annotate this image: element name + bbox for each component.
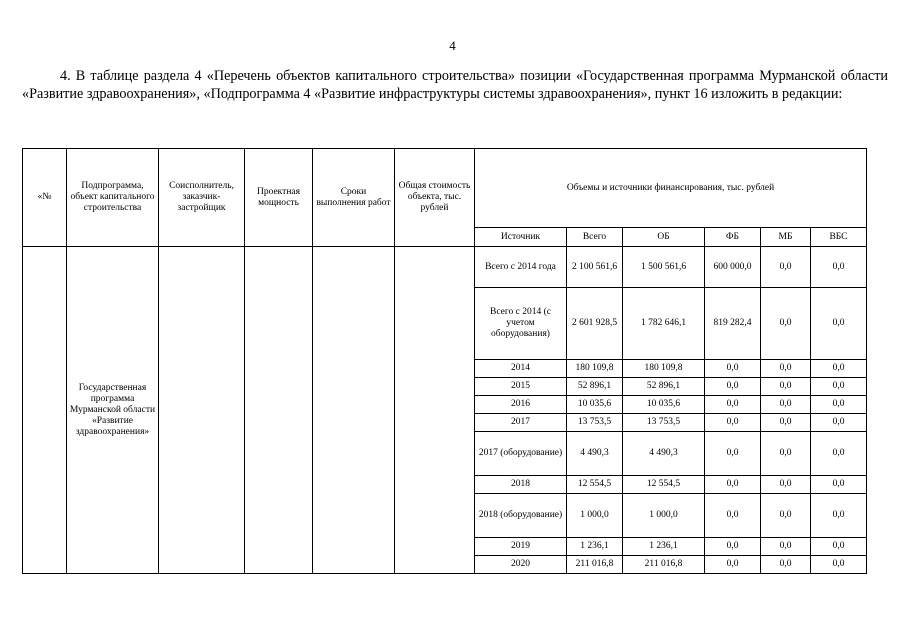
header-terms: Сроки выполнения работ bbox=[313, 149, 395, 247]
cell-vbs: 0,0 bbox=[811, 288, 867, 360]
cell-fb: 0,0 bbox=[705, 360, 761, 378]
amendment-paragraph: 4. В таблице раздела 4 «Перечень объектов капитального строительства» позиции «Государственная программа Мурманской области «Развитие здравоохранения», «Подпрограмма 4 «Развитие инфраструктуры системы здравоохранения», пункт 16 изложить в редакции: bbox=[22, 68, 888, 102]
cell-vbs: 0,0 bbox=[811, 476, 867, 494]
cell-fb: 0,0 bbox=[705, 378, 761, 396]
cell-ob: 4 490,3 bbox=[623, 432, 705, 476]
table-header-row bbox=[23, 149, 867, 228]
cell-fb: 600 000,0 bbox=[705, 247, 761, 288]
cell-mb: 0,0 bbox=[761, 432, 811, 476]
cell-mb: 0,0 bbox=[761, 396, 811, 414]
cell-vbs: 0,0 bbox=[811, 432, 867, 476]
table-body bbox=[23, 247, 867, 574]
cell-fb: 0,0 bbox=[705, 476, 761, 494]
cell-mb: 0,0 bbox=[761, 360, 811, 378]
cell-ob: 211 016,8 bbox=[623, 556, 705, 574]
cell-mb: 0,0 bbox=[761, 538, 811, 556]
cell-ob: 12 554,5 bbox=[623, 476, 705, 494]
header-subprogram: Подпрограмма, объект капитального строительства bbox=[67, 149, 159, 247]
cell-terms bbox=[313, 247, 395, 574]
cell-mb: 0,0 bbox=[761, 378, 811, 396]
subheader-fb: ФБ bbox=[705, 228, 761, 247]
page-number: 4 bbox=[449, 38, 456, 53]
cell-source: 2018 bbox=[475, 476, 567, 494]
cell-source: 2017 bbox=[475, 414, 567, 432]
cell-vbs: 0,0 bbox=[811, 247, 867, 288]
cell-vbs: 0,0 bbox=[811, 538, 867, 556]
cell-total: 2 100 561,6 bbox=[567, 247, 623, 288]
cell-program-name: Государственная программа Мурманской области «Развитие здравоохранения» bbox=[67, 247, 159, 574]
cell-source: 2015 bbox=[475, 378, 567, 396]
cell-mb: 0,0 bbox=[761, 414, 811, 432]
cell-vbs: 0,0 bbox=[811, 360, 867, 378]
cell-ob: 1 500 561,6 bbox=[623, 247, 705, 288]
cell-num bbox=[23, 247, 67, 574]
cell-source: 2016 bbox=[475, 396, 567, 414]
cell-vbs: 0,0 bbox=[811, 556, 867, 574]
cell-total: 10 035,6 bbox=[567, 396, 623, 414]
cell-mb: 0,0 bbox=[761, 494, 811, 538]
cell-source: 2020 bbox=[475, 556, 567, 574]
subheader-total: Всего bbox=[567, 228, 623, 247]
cell-source: 2014 bbox=[475, 360, 567, 378]
subheader-vbs: ВБС bbox=[811, 228, 867, 247]
cell-ob: 1 000,0 bbox=[623, 494, 705, 538]
cell-total: 211 016,8 bbox=[567, 556, 623, 574]
cell-vbs: 0,0 bbox=[811, 414, 867, 432]
cell-mb: 0,0 bbox=[761, 476, 811, 494]
subheader-ob: ОБ bbox=[623, 228, 705, 247]
cell-fb: 0,0 bbox=[705, 556, 761, 574]
subheader-source: Источник bbox=[475, 228, 567, 247]
cell-source: 2017 (оборудование) bbox=[475, 432, 567, 476]
capital-objects-table bbox=[22, 148, 867, 574]
cell-vbs: 0,0 bbox=[811, 494, 867, 538]
cell-ob: 1 782 646,1 bbox=[623, 288, 705, 360]
header-total-cost: Общая стоимость объекта, тыс. рублей bbox=[395, 149, 475, 247]
cell-fb: 0,0 bbox=[705, 396, 761, 414]
cell-fb: 0,0 bbox=[705, 414, 761, 432]
cell-ob: 13 753,5 bbox=[623, 414, 705, 432]
header-coexecutor: Соисполнитель, заказчик-застройщик bbox=[159, 149, 245, 247]
cell-capacity bbox=[245, 247, 313, 574]
cell-mb: 0,0 bbox=[761, 556, 811, 574]
cell-total: 4 490,3 bbox=[567, 432, 623, 476]
cell-source: 2018 (оборудование) bbox=[475, 494, 567, 538]
cell-source: Всего с 2014 года bbox=[475, 247, 567, 288]
cell-total: 13 753,5 bbox=[567, 414, 623, 432]
cell-ob: 10 035,6 bbox=[623, 396, 705, 414]
header-capacity: Проектная мощность bbox=[245, 149, 313, 247]
cell-fb: 0,0 bbox=[705, 432, 761, 476]
cell-total: 52 896,1 bbox=[567, 378, 623, 396]
cell-ob: 180 109,8 bbox=[623, 360, 705, 378]
cell-mb: 0,0 bbox=[761, 288, 811, 360]
subheader-mb: МБ bbox=[761, 228, 811, 247]
header-num: «№ bbox=[23, 149, 67, 247]
cell-vbs: 0,0 bbox=[811, 396, 867, 414]
cell-fb: 819 282,4 bbox=[705, 288, 761, 360]
cell-total: 2 601 928,5 bbox=[567, 288, 623, 360]
cell-vbs: 0,0 bbox=[811, 378, 867, 396]
cell-mb: 0,0 bbox=[761, 247, 811, 288]
cell-total: 1 236,1 bbox=[567, 538, 623, 556]
cell-source: 2019 bbox=[475, 538, 567, 556]
cell-total-cost bbox=[395, 247, 475, 574]
cell-source: Всего с 2014 (с учетом оборудования) bbox=[475, 288, 567, 360]
header-financing: Объемы и источники финансирования, тыс. рублей bbox=[475, 149, 867, 228]
cell-coexecutor bbox=[159, 247, 245, 574]
cell-fb: 0,0 bbox=[705, 494, 761, 538]
cell-total: 1 000,0 bbox=[567, 494, 623, 538]
cell-ob: 1 236,1 bbox=[623, 538, 705, 556]
cell-ob: 52 896,1 bbox=[623, 378, 705, 396]
cell-fb: 0,0 bbox=[705, 538, 761, 556]
cell-total: 12 554,5 bbox=[567, 476, 623, 494]
table-row bbox=[23, 247, 867, 288]
cell-total: 180 109,8 bbox=[567, 360, 623, 378]
